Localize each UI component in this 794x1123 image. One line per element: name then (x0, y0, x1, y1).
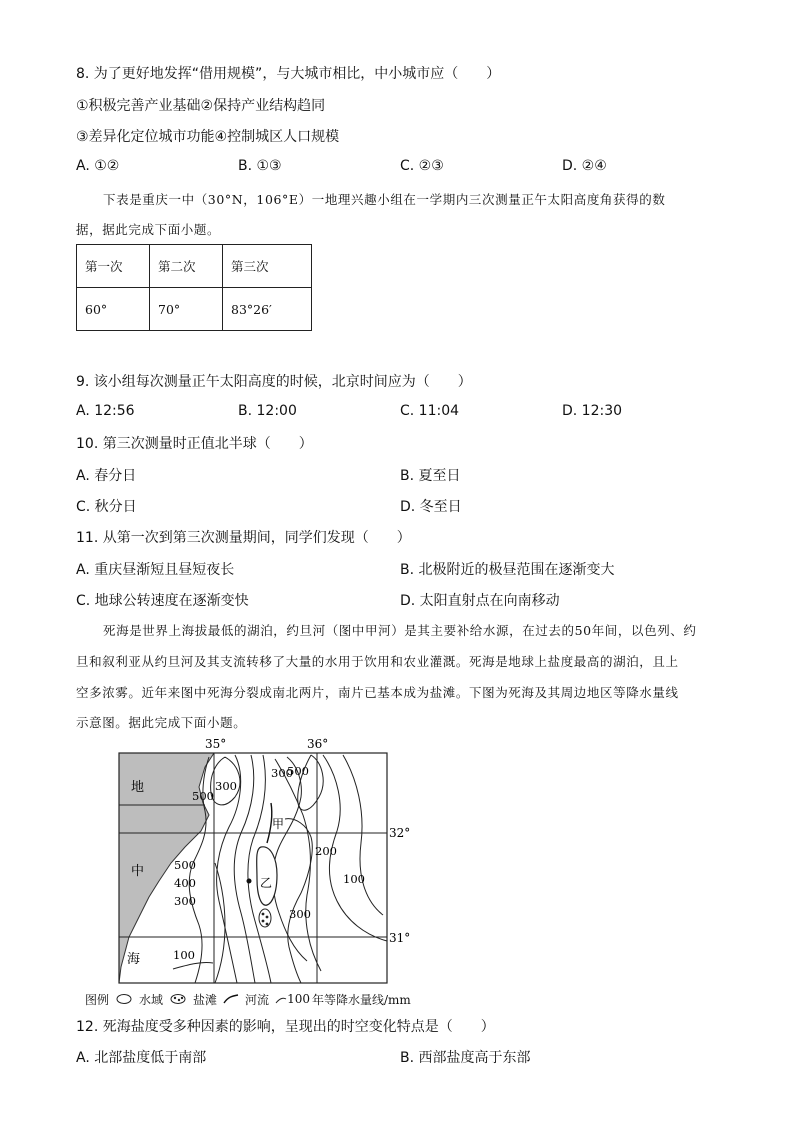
q8-option-c[interactable]: C. ②③ (400, 158, 444, 174)
water-legend-icon (115, 993, 133, 1005)
passage2-line2: 旦和叙利亚从约旦河及其支流转移了大量的水用于饮用和农业灌溉。死海是地球上盐度最高的湖泊，且上 (76, 654, 679, 669)
location-point (247, 879, 252, 884)
q10-option-b[interactable]: B. 夏至日 (400, 468, 461, 484)
passage2-line4: 示意图。据此完成下面小题。 (76, 715, 247, 730)
sea-char-3: 海 (127, 952, 141, 967)
table-row (77, 288, 312, 331)
q12-option-b[interactable]: B. 西部盐度高于东部 (400, 1050, 531, 1066)
table-header-row (77, 245, 312, 288)
legend-salt: 盐滩 (193, 992, 218, 1007)
isoline-legend-icon (275, 993, 287, 1005)
contour-label: 500 (192, 789, 214, 803)
contour-label: 300 (215, 779, 237, 793)
q8-option-b[interactable]: B. ①③ (238, 158, 282, 174)
legend-isoline: 年等降水量线/mm (311, 992, 411, 1007)
q11-option-b[interactable]: B. 北极附近的极昼范围在逐渐变大 (400, 562, 615, 578)
lon-label-36: 36° (307, 737, 329, 751)
passage2-line3: 空多浓雾。近年来图中死海分裂成南北两片，南片已基本成为盐滩。下图为死海及其周边地区等降水量线 (76, 685, 679, 700)
table-cell: 83°26′ (223, 288, 312, 331)
q8-line1: ①积极完善产业基础②保持产业结构趋同 (76, 98, 326, 114)
q10-option-c[interactable]: C. 秋分日 (76, 499, 137, 515)
table-header-cell: 第三次 (223, 245, 312, 288)
lat-label-32: 32° (389, 826, 411, 840)
q9-option-d[interactable]: D. 12:30 (562, 403, 623, 419)
contour-label: 300 (271, 766, 293, 780)
q12-stem: 12. 死海盐度受多种因素的影响，呈现出的时空变化特点是（ ） (76, 1019, 495, 1035)
contour-label: 100 (343, 872, 365, 886)
q8-option-d[interactable]: D. ②④ (562, 158, 607, 174)
legend-river: 河流 (245, 992, 270, 1007)
table-cell: 70° (150, 288, 223, 331)
q9-option-c[interactable]: C. 11:04 (400, 403, 460, 419)
q12-option-a[interactable]: A. 北部盐度低于南部 (76, 1050, 207, 1066)
contour-label: 500 (287, 764, 309, 778)
dead-sea-isohyet-map (75, 735, 435, 1011)
sun-altitude-table (76, 244, 312, 331)
contour-label: 500 (174, 858, 196, 872)
salt-legend-icon (169, 993, 187, 1005)
lat-label-31: 31° (389, 931, 411, 945)
q10-option-d[interactable]: D. 冬至日 (400, 499, 462, 515)
q11-option-a[interactable]: A. 重庆昼渐短且昼短夜长 (76, 562, 235, 578)
legend-water: 水域 (139, 992, 164, 1007)
contour-label: 300 (289, 907, 311, 921)
contour-label: 200 (315, 844, 337, 858)
table-header-cell: 第一次 (77, 245, 150, 288)
place-label-jia: 甲 (272, 817, 285, 831)
map-legend (85, 990, 411, 1008)
q9-stem: 9. 该小组每次测量正午太阳高度的时候，北京时间应为（ ） (76, 374, 472, 390)
q8-line2: ③差异化定位城市功能④控制城区人口规模 (76, 129, 340, 145)
q9-option-b[interactable]: B. 12:00 (238, 403, 297, 419)
salt-flat-symbol (259, 909, 271, 927)
passage1-line2: 据，据此完成下面小题。 (76, 222, 221, 237)
table-cell: 60° (77, 288, 150, 331)
q8-option-a[interactable]: A. ①② (76, 158, 120, 174)
q10-option-a[interactable]: A. 春分日 (76, 468, 137, 484)
river-legend-icon (223, 993, 239, 1005)
contour-label: 300 (174, 894, 196, 908)
q10-stem: 10. 第三次测量时正值北半球（ ） (76, 436, 313, 452)
q11-option-c[interactable]: C. 地球公转速度在逐渐变快 (76, 593, 249, 609)
place-label-yi: 乙 (260, 876, 273, 890)
legend-isoline-value: 100 (287, 992, 310, 1006)
contour-label: 400 (174, 876, 196, 890)
sea-char-1: 地 (131, 780, 145, 795)
table-header-cell: 第二次 (150, 245, 223, 288)
q9-option-a[interactable]: A. 12:56 (76, 403, 135, 419)
contour-label: 100 (173, 948, 195, 962)
q11-option-d[interactable]: D. 太阳直射点在向南移动 (400, 593, 560, 609)
sea-char-2: 中 (131, 864, 145, 879)
q8-stem: 8. 为了更好地发挥“借用规模”，与大城市相比，中小城市应（ ） (76, 66, 501, 82)
passage1-line1: 下表是重庆一中（30°N，106°E）一地理兴趣小组在一学期内三次测量正午太阳高度角获得的数 (103, 192, 666, 207)
lon-label-35: 35° (205, 737, 227, 751)
q11-stem: 11. 从第一次到第三次测量期间，同学们发现（ ） (76, 530, 411, 546)
legend-title: 图例 (85, 992, 110, 1007)
passage2-line1: 死海是世界上海拔最低的湖泊，约旦河（图中甲河）是其主要补给水源，在过去的50年间，以色列、约 (103, 623, 697, 638)
